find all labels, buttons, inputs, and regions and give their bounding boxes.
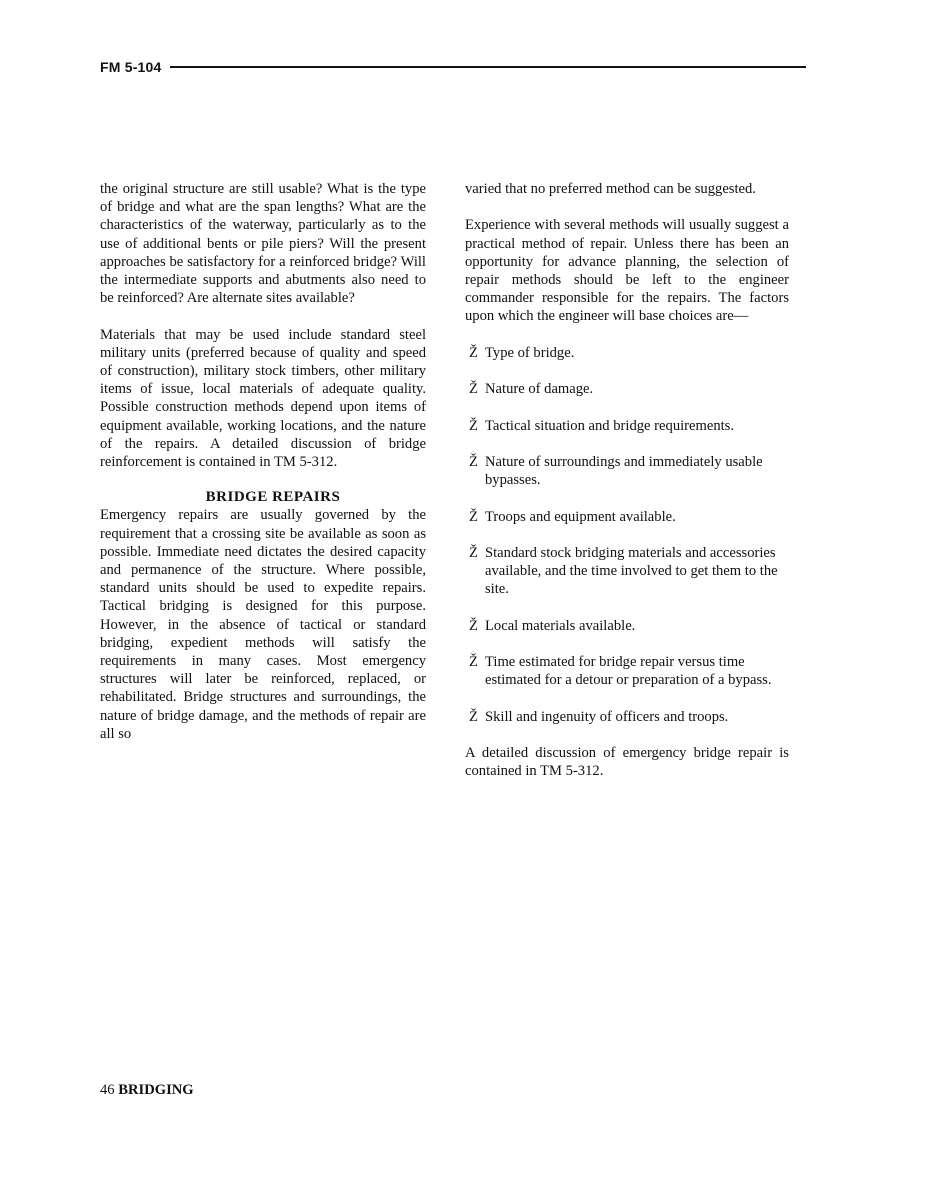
factor-list bbox=[465, 344, 789, 726]
list-item: Ž Standard stock bridging materials and accessories available, and the time involved to get them to the site. bbox=[469, 544, 778, 598]
bullet-icon: Ž bbox=[469, 453, 478, 470]
right-paragraph-2: Experience with several methods will usually suggest a practical method of repair. Unless there has been an opportunity for advance planning, the selection of repair methods should be left to the engineer commander responsible for the repairs. The factors upon which the engineer will base choices are— bbox=[465, 217, 789, 325]
left-paragraph-1: the original structure are still usable? What is the type of bridge and what are the span lengths? What are the characteristics of the waterway, particularly as to the use of additional bents or pile piers? Will the present approaches be satisfactory for a reinforced bridge? Will the intermediate supports and abutments also need to be reinforced? Are alternate sites available? bbox=[100, 181, 426, 307]
bullet-icon: Ž bbox=[469, 654, 478, 671]
list-item: Ž Local materials available. bbox=[469, 617, 636, 634]
list-item: Ž Time estimated for bridge repair versus time estimated for a detour or preparation of a bypass. bbox=[469, 654, 772, 689]
bullet-icon: Ž bbox=[469, 708, 478, 725]
list-item: Ž Nature of surroundings and immediately usable bypasses. bbox=[469, 453, 763, 489]
bullet-icon: Ž bbox=[469, 381, 478, 398]
list-item: Ž Type of bridge. bbox=[469, 344, 575, 361]
section-name: BRIDGING bbox=[118, 1082, 194, 1098]
section-heading: BRIDGE REPAIRS bbox=[205, 489, 341, 506]
right-paragraph-1: varied that no preferred method can be suggested. bbox=[465, 181, 756, 197]
left-paragraph-2: Materials that may be used include standard steel military units (preferred because of quality and speed of construction), military stock timbers, other military items of issue, local materials of adequate quality. Possible construction methods depend upon items of equipment available, working locations, and the nature of the repairs. A detailed discussion of bridge reinforcement is contained in TM 5-312. bbox=[100, 326, 426, 471]
list-item: Ž Troops and equipment available. bbox=[469, 508, 676, 525]
list-item: Ž Skill and ingenuity of officers and troops. bbox=[469, 708, 729, 725]
page-number: 46 bbox=[100, 1082, 115, 1098]
list-item: Ž Nature of damage. bbox=[469, 381, 594, 398]
left-column bbox=[100, 180, 426, 743]
page-header bbox=[100, 58, 806, 76]
bullet-icon: Ž bbox=[469, 344, 478, 361]
list-item: Ž Tactical situation and bridge requirements. bbox=[469, 417, 735, 434]
left-paragraph-3: Emergency repairs are usually governed by the requirement that a crossing site be available as soon as possible. Immediate need dictates the desired capacity and permanence of the structure. Where possible, standard units should be used to expedite repairs. Tactical bridging is designed for this purpose. However, in the absence of tactical or standard bridging, expedient methods will satisfy the requirements in many cases. Most emergency structures will later be reinforced, replaced, or rehabilitated. Bridge structures and surroundings, the nature of bridge damage, and the methods of repair are all so bbox=[100, 507, 426, 742]
page-footer bbox=[100, 1082, 194, 1099]
bullet-icon: Ž bbox=[469, 417, 478, 434]
bullet-icon: Ž bbox=[469, 544, 478, 561]
bullet-icon: Ž bbox=[469, 508, 478, 525]
right-column bbox=[465, 180, 789, 781]
right-paragraph-3: A detailed discussion of emergency bridge repair is contained in TM 5-312. bbox=[465, 745, 789, 780]
bullet-icon: Ž bbox=[469, 617, 478, 634]
header-rule bbox=[170, 66, 806, 68]
manual-code: FM 5-104 bbox=[100, 59, 162, 75]
